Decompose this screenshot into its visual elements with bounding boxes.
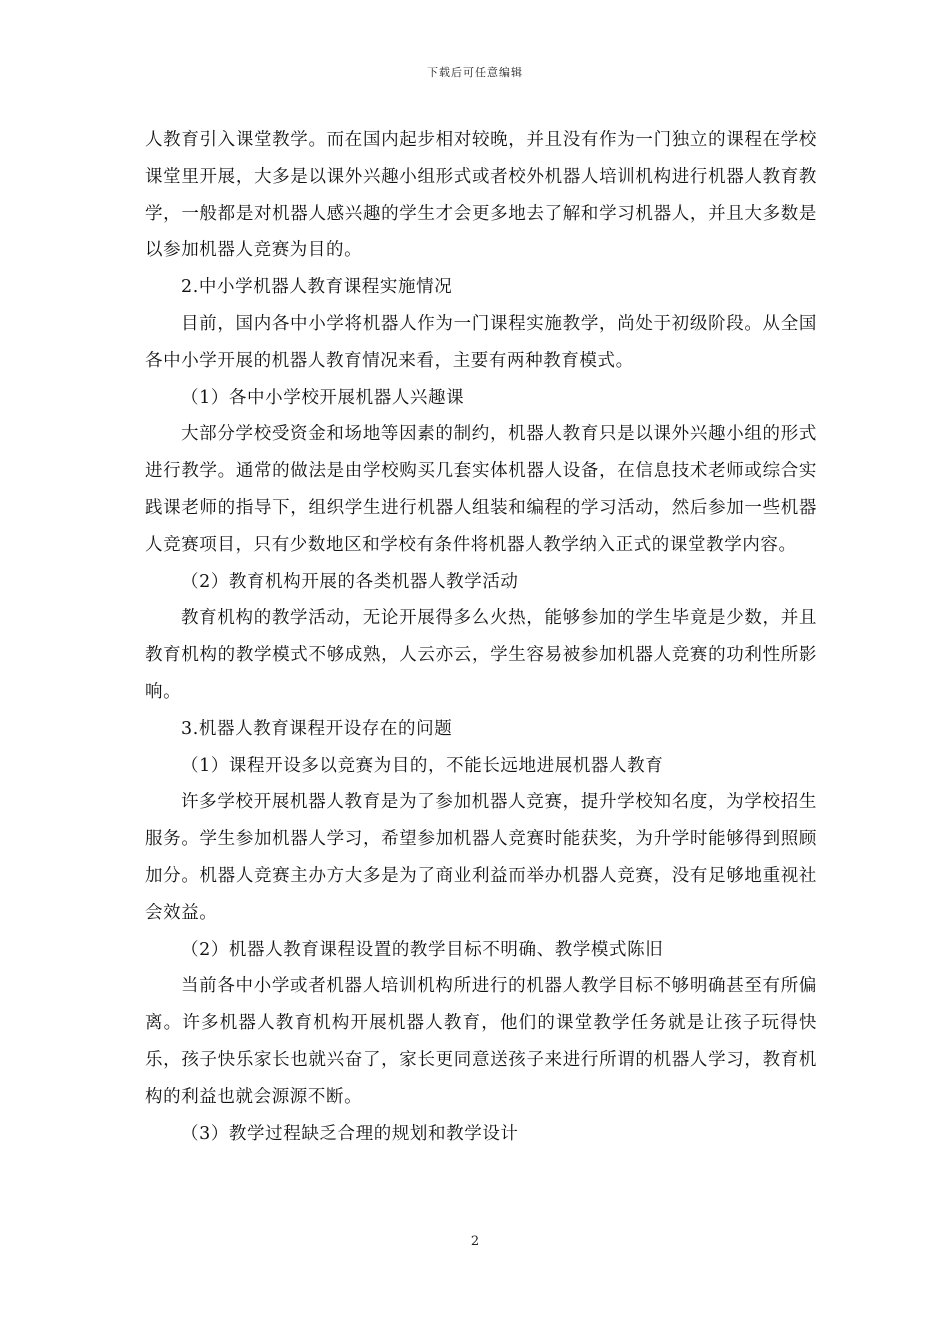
section-heading-implementation: 2.中小学机器人教育课程实施情况 xyxy=(181,277,453,298)
page-number: 2 xyxy=(470,1234,480,1249)
paragraph-education-institutions: 教育机构的教学活动，无论开展得多么火热，能够参加的学生毕竟是少数，并且教育机构的教学模式不够成熟，人云亦云，学生容易被参加机器人竞赛的功利性所影响。 xyxy=(145,608,817,702)
section-heading-problems: 3.机器人教育课程开设存在的问题 xyxy=(181,718,453,739)
page-header: 下载后可任意编辑 xyxy=(427,66,523,79)
paragraph-unclear-goals: 当前各中小学或者机器人培训机构所进行的机器人教学目标不够明确甚至有所偏离。许多机器人教育机构开展机器人教育，他们的课堂教学任务就是让孩子玩得快乐，孩子快乐家长也就兴奋了，家长更同意送孩子来进行所谓的机器人学习，教育机构的利益也就会源源不断。 xyxy=(145,976,817,1107)
subheading-interest-class: （1）各中小学校开展机器人兴趣课 xyxy=(181,387,465,408)
paragraph-interest-class: 大部分学校受资金和场地等因素的制约，机器人教育只是以课外兴趣小组的形式进行教学。通常的做法是由学校购买几套实体机器人设备，在信息技术老师或综合实践课老师的指导下，组织学生进行机器人组装和编程的学习活动，然后参加一些机器人竞赛项目，只有少数地区和学校有条件将机器人教学纳入正式的课堂教学内容。 xyxy=(145,424,817,555)
paragraph-current-status: 目前，国内各中小学将机器人作为一门课程实施教学，尚处于初级阶段。从全国各中小学开展的机器人教育情况来看，主要有两种教育模式。 xyxy=(145,313,817,371)
paragraph-intro-continuation: 人教育引入课堂教学。而在国内起步相对较晚，并且没有作为一门独立的课程在学校课堂里开展，大多是以课外兴趣小组形式或者校外机器人培训机构进行机器人教育教学，一般都是对机器人感兴趣的学生才会更多地去了解和学习机器人，并且大多数是以参加机器人竞赛为目的。 xyxy=(145,130,817,261)
subheading-lack-of-planning: （3）教学过程缺乏合理的规划和教学设计 xyxy=(181,1123,519,1144)
subheading-competition-purpose: （1）课程开设多以竞赛为目的，不能长远地进展机器人教育 xyxy=(181,755,664,776)
subheading-education-institutions: （2）教育机构开展的各类机器人教学活动 xyxy=(181,571,519,592)
subheading-unclear-goals: （2）机器人教育课程设置的教学目标不明确、教学模式陈旧 xyxy=(181,939,664,960)
paragraph-competition-purpose: 许多学校开展机器人教育是为了参加机器人竞赛，提升学校知名度，为学校招生服务。学生参加机器人学习，希望参加机器人竞赛时能获奖，为升学时能够得到照顾加分。机器人竞赛主办方大多是为了商业利益而举办机器人竞赛，没有足够地重视社会效益。 xyxy=(145,792,817,923)
document-body xyxy=(145,122,817,1152)
